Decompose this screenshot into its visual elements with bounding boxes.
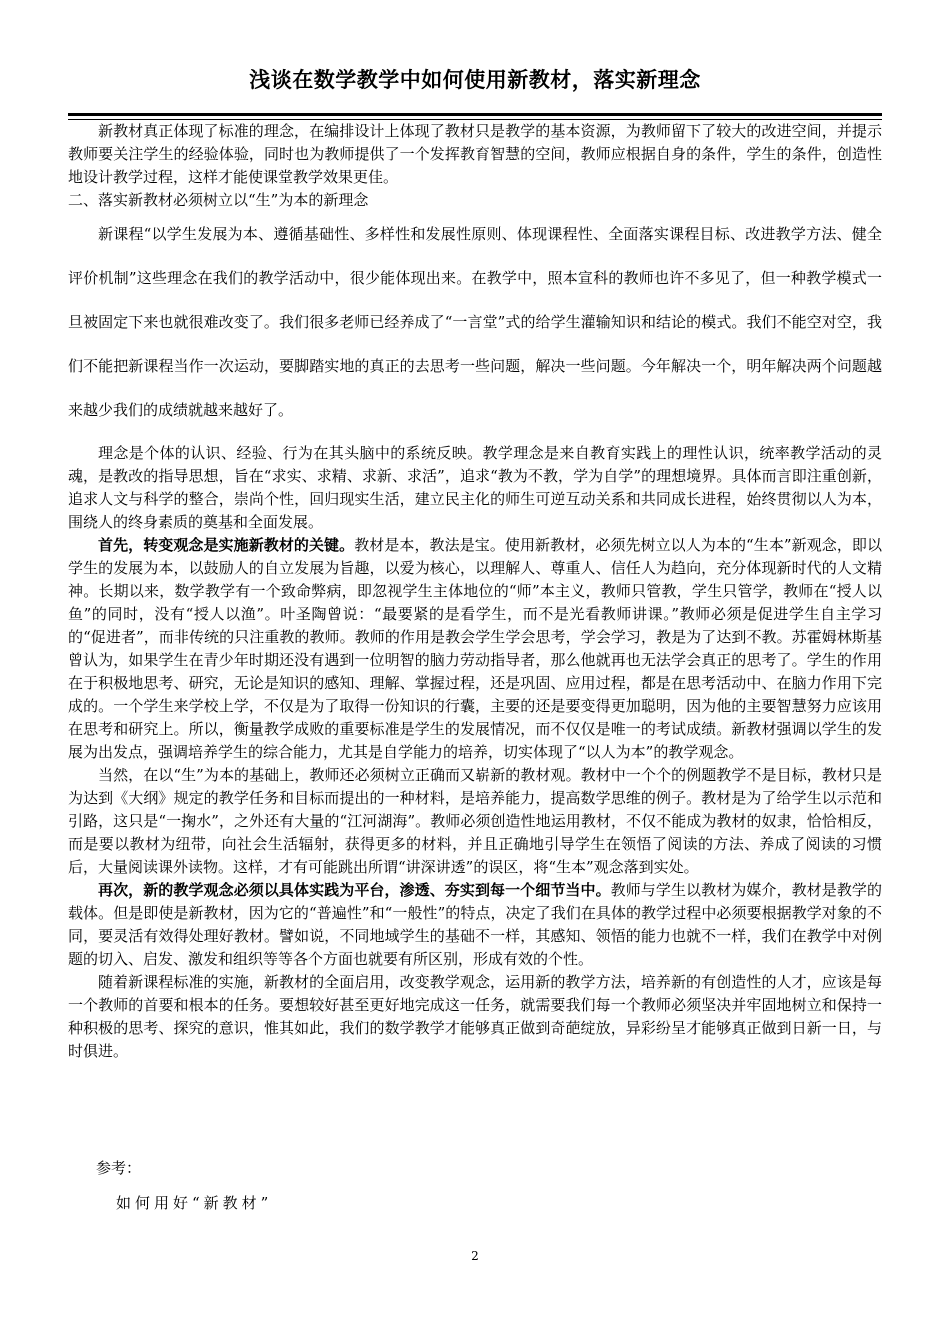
document-body [68,120,882,1063]
document-title: 浅谈在数学教学中如何使用新教材，落实新理念 [249,68,701,92]
title-rule-thick [68,113,882,116]
paragraph-new-curriculum: 新课程“以学生发展为本、遵循基础性、多样性和发展性原则、体现课程性、全面落实课程目标、改进教学方法、健全评价机制”这些理念在我们的教学活动中，很少能体现出来。在教学中，照本宣科的教师也许不多见了，但一种教学模式一旦被固定下来也就很难改变了。我们很多老师已经养成了“一言堂”式的给学生灌输知识和结论的模式。我们不能空对空，我们不能把新课程当作一次运动，要脚踏实地的真正的去思考一些问题，解决一些问题。今年解决一个，明年解决两个问题越来越少我们的成绩就越来越好了。 [68,225,882,419]
second-point-lead: 再次，新的教学观念必须以具体实践为平台，渗透、夯实到每一个细节当中。 [98,881,611,899]
paragraph-intro: 新教材真正体现了标准的理念，在编排设计上体现了教材只是教学的基本资源，为教师留下了较大的改进空间，并提示教师要关注学生的经验体验，同时也为教师提供了一个发挥教育智慧的空间，教师应根据自身的条件，学生的条件，创造性地设计教学过程，这样才能使课堂教学效果更佳。 [68,122,882,186]
page-number: 2 [471,1249,479,1263]
first-point-lead: 首先，转变观念是实施新教材的关键。 [98,536,355,554]
paragraph-conclusion: 随着新课程标准的实施，新教材的全面启用，改变教学观念，运用新的教学方法，培养新的有创造性的人才，应该是每一个教师的首要和根本的任务。要想较好甚至更好地完成这一任务，就需要我们每一个教师必须坚决并牢固地树立和保持一种积极的思考、探究的意识，惟其如此，我们的数学教学才能够真正做到奇葩绽放，异彩纷呈才能够真正做到日新一日，与时俱进。 [68,973,882,1060]
paragraph-second-point [68,879,882,971]
references-label: 参考： [96,1159,142,1177]
section-heading: 二、落实新教材必须树立以“生”为本的新理念 [68,191,369,209]
reference-item: 如何用好“新教材” [116,1194,273,1212]
paragraph-philosophy: 理念是个体的认识、经验、行为在其头脑中的系统反映。教学理念是来自教育实践上的理性认识，统率教学活动的灵魂，是教改的指导思想，旨在“求实、求精、求新、求活”，追求“教为不教，学为自学”的理想境界。具体而言即注重创新，追求人文与科学的整合，崇尚个性，回归现实生活，建立民主化的师生可逆互动关系和共同成长进程，始终贯彻以人为本，围绕人的终身素质的奠基和全面发展。 [68,444,882,531]
first-point-text: 教材是本，教法是宝。使用新教材，必须先树立以人为本的“生本”新观念，即以学生的发展为本，以鼓励人的自立发展为旨趣，以爱为核心，以理解人、尊重人、信任人为趋向，充分体现新时代的人文精神。长期以来，数学教学有一个致命弊病，即忽视学生主体地位的“师”本主义，教师只管教，学生只管学，教师在“授人以鱼”的同时，没有“授人以渔”。叶圣陶曾说：“最要紧的是看学生，而不是光看教师讲课。”教师必须是促进学生自主学习的“促进者”，而非传统的只注重教的教师。教师的作用是教会学生学会思考，学会学习，教是为了达到不教。苏霍姆林斯基曾认为，如果学生在青少年时期还没有遇到一位明智的脑力劳动指导者，那么他就再也无法学会真正的思考了。学生的作用在于积极地思考、研究，无论是知识的感知、理解、掌握过程，还是巩固、应用过程，都是在思考活动中、在脑力作用下完成的。一个学生来学校上学，不仅是为了取得一份知识的行囊，主要的还是要变得更加聪明，因为他的主要智慧努力应该用在思考和研究上。所以，衡量教学成败的重要标准是学生的发展情况，而不仅仅是唯一的考试成绩。新教材强调以学生的发展为出发点，强调培养学生的综合能力，尤其是自学能力的培养，切实体现了“以人为本”的教学观念。 [68,536,882,761]
paragraph-first-point [68,534,882,764]
paragraph-textbook-view: 当然，在以“生”为本的基础上，教师还必须树立正确而又崭新的教材观。教材中一个个的例题教学不是目标，教材只是为达到《大纲》规定的教学任务和目标而提出的一种材料，是培养能力，提高数学思维的例子。教材是为了给学生以示范和引路，这只是“一掬水”，之外还有大量的“江河湖海”。教师必须创造性地运用教材，不仅不能成为教材的奴隶，恰恰相反，而是要以教材为纽带，向社会生活辐射，获得更多的材料，并且正确地引导学生在领悟了阅读的方法、养成了阅读的习惯后，大量阅读课外读物。这样，才有可能跳出所谓“讲深讲透”的误区，将“生本”观念落到实处。 [68,766,882,876]
second-point-text: 教师与学生以教材为媒介，教材是教学的载体。但是即使是新教材，因为它的“普遍性”和“一般性”的特点，决定了我们在具体的教学过程中必须要根据教学对象的不同，要灵活有效得处理好教材。譬如说，不同地域学生的基础不一样，其感知、领悟的能力也就不一样，我们在教学中对例题的切入、启发、激发和组织等等各个方面也就要有所区别，形成有效的个性。 [68,881,882,968]
